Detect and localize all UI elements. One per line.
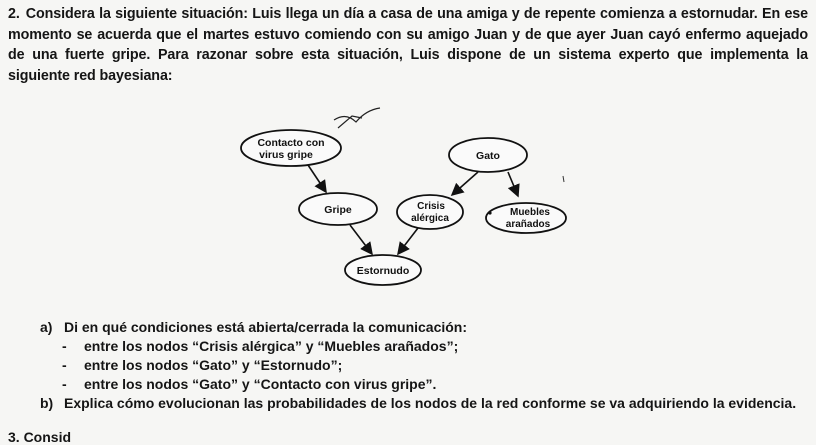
edge-gripe-estornudo (350, 225, 372, 254)
part-a-mark: a) (40, 319, 53, 335)
bullet-dash: - (62, 338, 67, 354)
question-number: 2. (8, 6, 20, 22)
questions-list (40, 318, 800, 413)
node-crisis-alergica (397, 195, 463, 229)
svg-text:Crisis: Crisis (417, 201, 445, 212)
node-gato (449, 138, 527, 172)
stray-mark (563, 176, 564, 182)
edge-gato-crisis (452, 172, 478, 195)
svg-text:Gato: Gato (476, 150, 500, 162)
handwritten-mark (334, 108, 380, 128)
node-muebles-aranados (486, 203, 566, 233)
part-b-mark: b) (40, 395, 54, 411)
part-a-item-text: entre los nodos “Gato” y “Contacto con virus gripe”. (84, 376, 437, 392)
part-a (40, 318, 800, 337)
svg-text:alérgica: alérgica (411, 213, 449, 224)
bullet-dash: - (62, 376, 67, 392)
part-b-text: Explica cómo evolucionan las probabilidades de los nodos de la red conforme se va adquiriendo la evidencia. (64, 395, 797, 411)
question-text: Considera la siguiente situación: Luis llega un día a casa de una amiga y de repente comienza a estornudar. En ese momento se acuerda que el martes estuvo comiendo con su amigo Juan y de que ayer Juan cayó enfermo aquejado de una fuerte gripe. Para razonar sobre esta situación, Luis dispone de un sistema experto que implementa la siguiente red bayesiana: (8, 6, 808, 84)
svg-text:Muebles: Muebles (509, 207, 551, 218)
bullet-dash: - (62, 357, 67, 373)
node-gripe (299, 193, 377, 225)
svg-text:Contacto con: Contacto con (257, 137, 325, 149)
part-a-item-text: entre los nodos “Crisis alérgica” y “Muebles arañados”; (84, 338, 459, 354)
next-question-cut: 3. Consid (8, 429, 72, 445)
part-a-text: Di en qué condiciones está abierta/cerrada la comunicación: (64, 319, 468, 335)
edge-crisis-estornudo (398, 228, 418, 254)
part-a-item (62, 375, 800, 394)
svg-text:arañados: arañados (505, 219, 551, 230)
part-b (40, 394, 800, 413)
svg-text:virus gripe: virus gripe (259, 149, 313, 161)
svg-text:Gripe: Gripe (324, 204, 352, 216)
svg-text:Estornudo: Estornudo (356, 265, 410, 277)
part-a-item (62, 356, 800, 375)
node-estornudo (345, 255, 421, 285)
part-a-item-text: entre los nodos “Gato” y “Estornudo”; (84, 357, 343, 373)
edge-gato-muebles (508, 172, 518, 196)
node-contacto-virus-gripe (241, 130, 341, 166)
part-a-item (62, 337, 800, 356)
edge-contacto-gripe (308, 165, 326, 192)
